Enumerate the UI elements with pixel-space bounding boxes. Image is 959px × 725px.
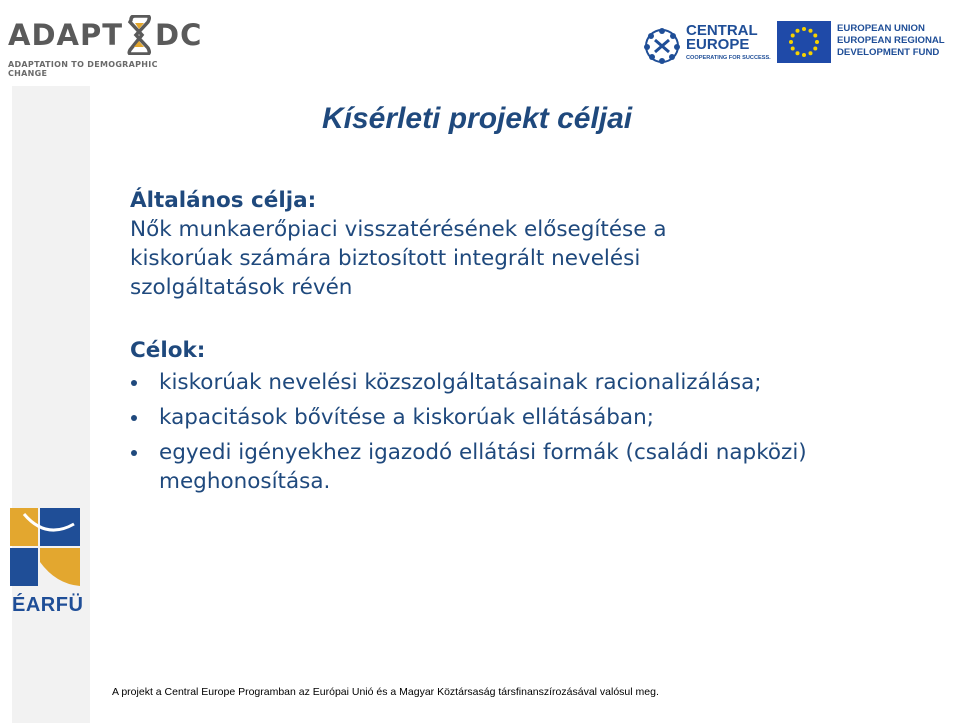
earfu-emblem-icon [6,504,86,592]
eu-erdf-text [837,23,945,59]
earfu-text: ÉARFÜ [12,594,84,616]
eu-erdf-logo [777,19,945,67]
central-europe-star-icon [642,26,682,66]
eu-flag-icon [777,21,831,63]
adapt2dc-right-text: DC [155,18,203,52]
general-goal-text: Nők munkaerőpiaci visszatérésének elősegítése a kiskorúak számára biztosított integrált nevelési szolgáltatások révén [130,217,667,300]
adapt2dc-wordmark [8,14,202,56]
central-europe-line2: EUROPE [686,36,750,53]
header-bar [0,0,959,80]
adapt2dc-left-text: ADAPT [8,18,123,52]
side-panel [12,86,90,723]
adapt2dc-logo [4,14,203,78]
central-europe-tagline: COOPERATING FOR SUCCESS. [686,55,771,61]
goal-item: egyedi igényekhez igazodó ellátási formák (családi napközi) meghonosítása. [130,438,870,496]
central-europe-title [686,24,758,52]
goals-heading: Célok: [130,338,206,363]
goals-list [130,368,870,496]
goal-item: kiskorúak nevelési közszolgáltatásainak racionalizálása; [130,368,870,397]
hourglass-icon [124,15,154,55]
central-europe-logo [642,22,772,68]
slide-content [130,186,870,502]
adapt2dc-tagline: ADAPTATION TO DEMOGRAPHIC CHANGE [8,60,158,78]
central-europe-line1: CENTRAL [686,22,758,39]
eu-line2: EUROPEAN REGIONAL [837,35,945,46]
eu-line1: EUROPEAN UNION [837,23,925,34]
eu-line3: DEVELOPMENT FUND [837,47,940,58]
goal-item: kapacitások bővítése a kiskorúak ellátásában; [130,403,870,432]
earfu-logo [6,504,90,618]
slide-title: Kísérleti projekt céljai [322,102,633,135]
general-goal-heading: Általános célja: [130,188,317,213]
footer-text: A projekt a Central Europe Programban az Európai Unió és a Magyar Köztársaság társfinanszírozásával valósul meg. [112,686,659,698]
